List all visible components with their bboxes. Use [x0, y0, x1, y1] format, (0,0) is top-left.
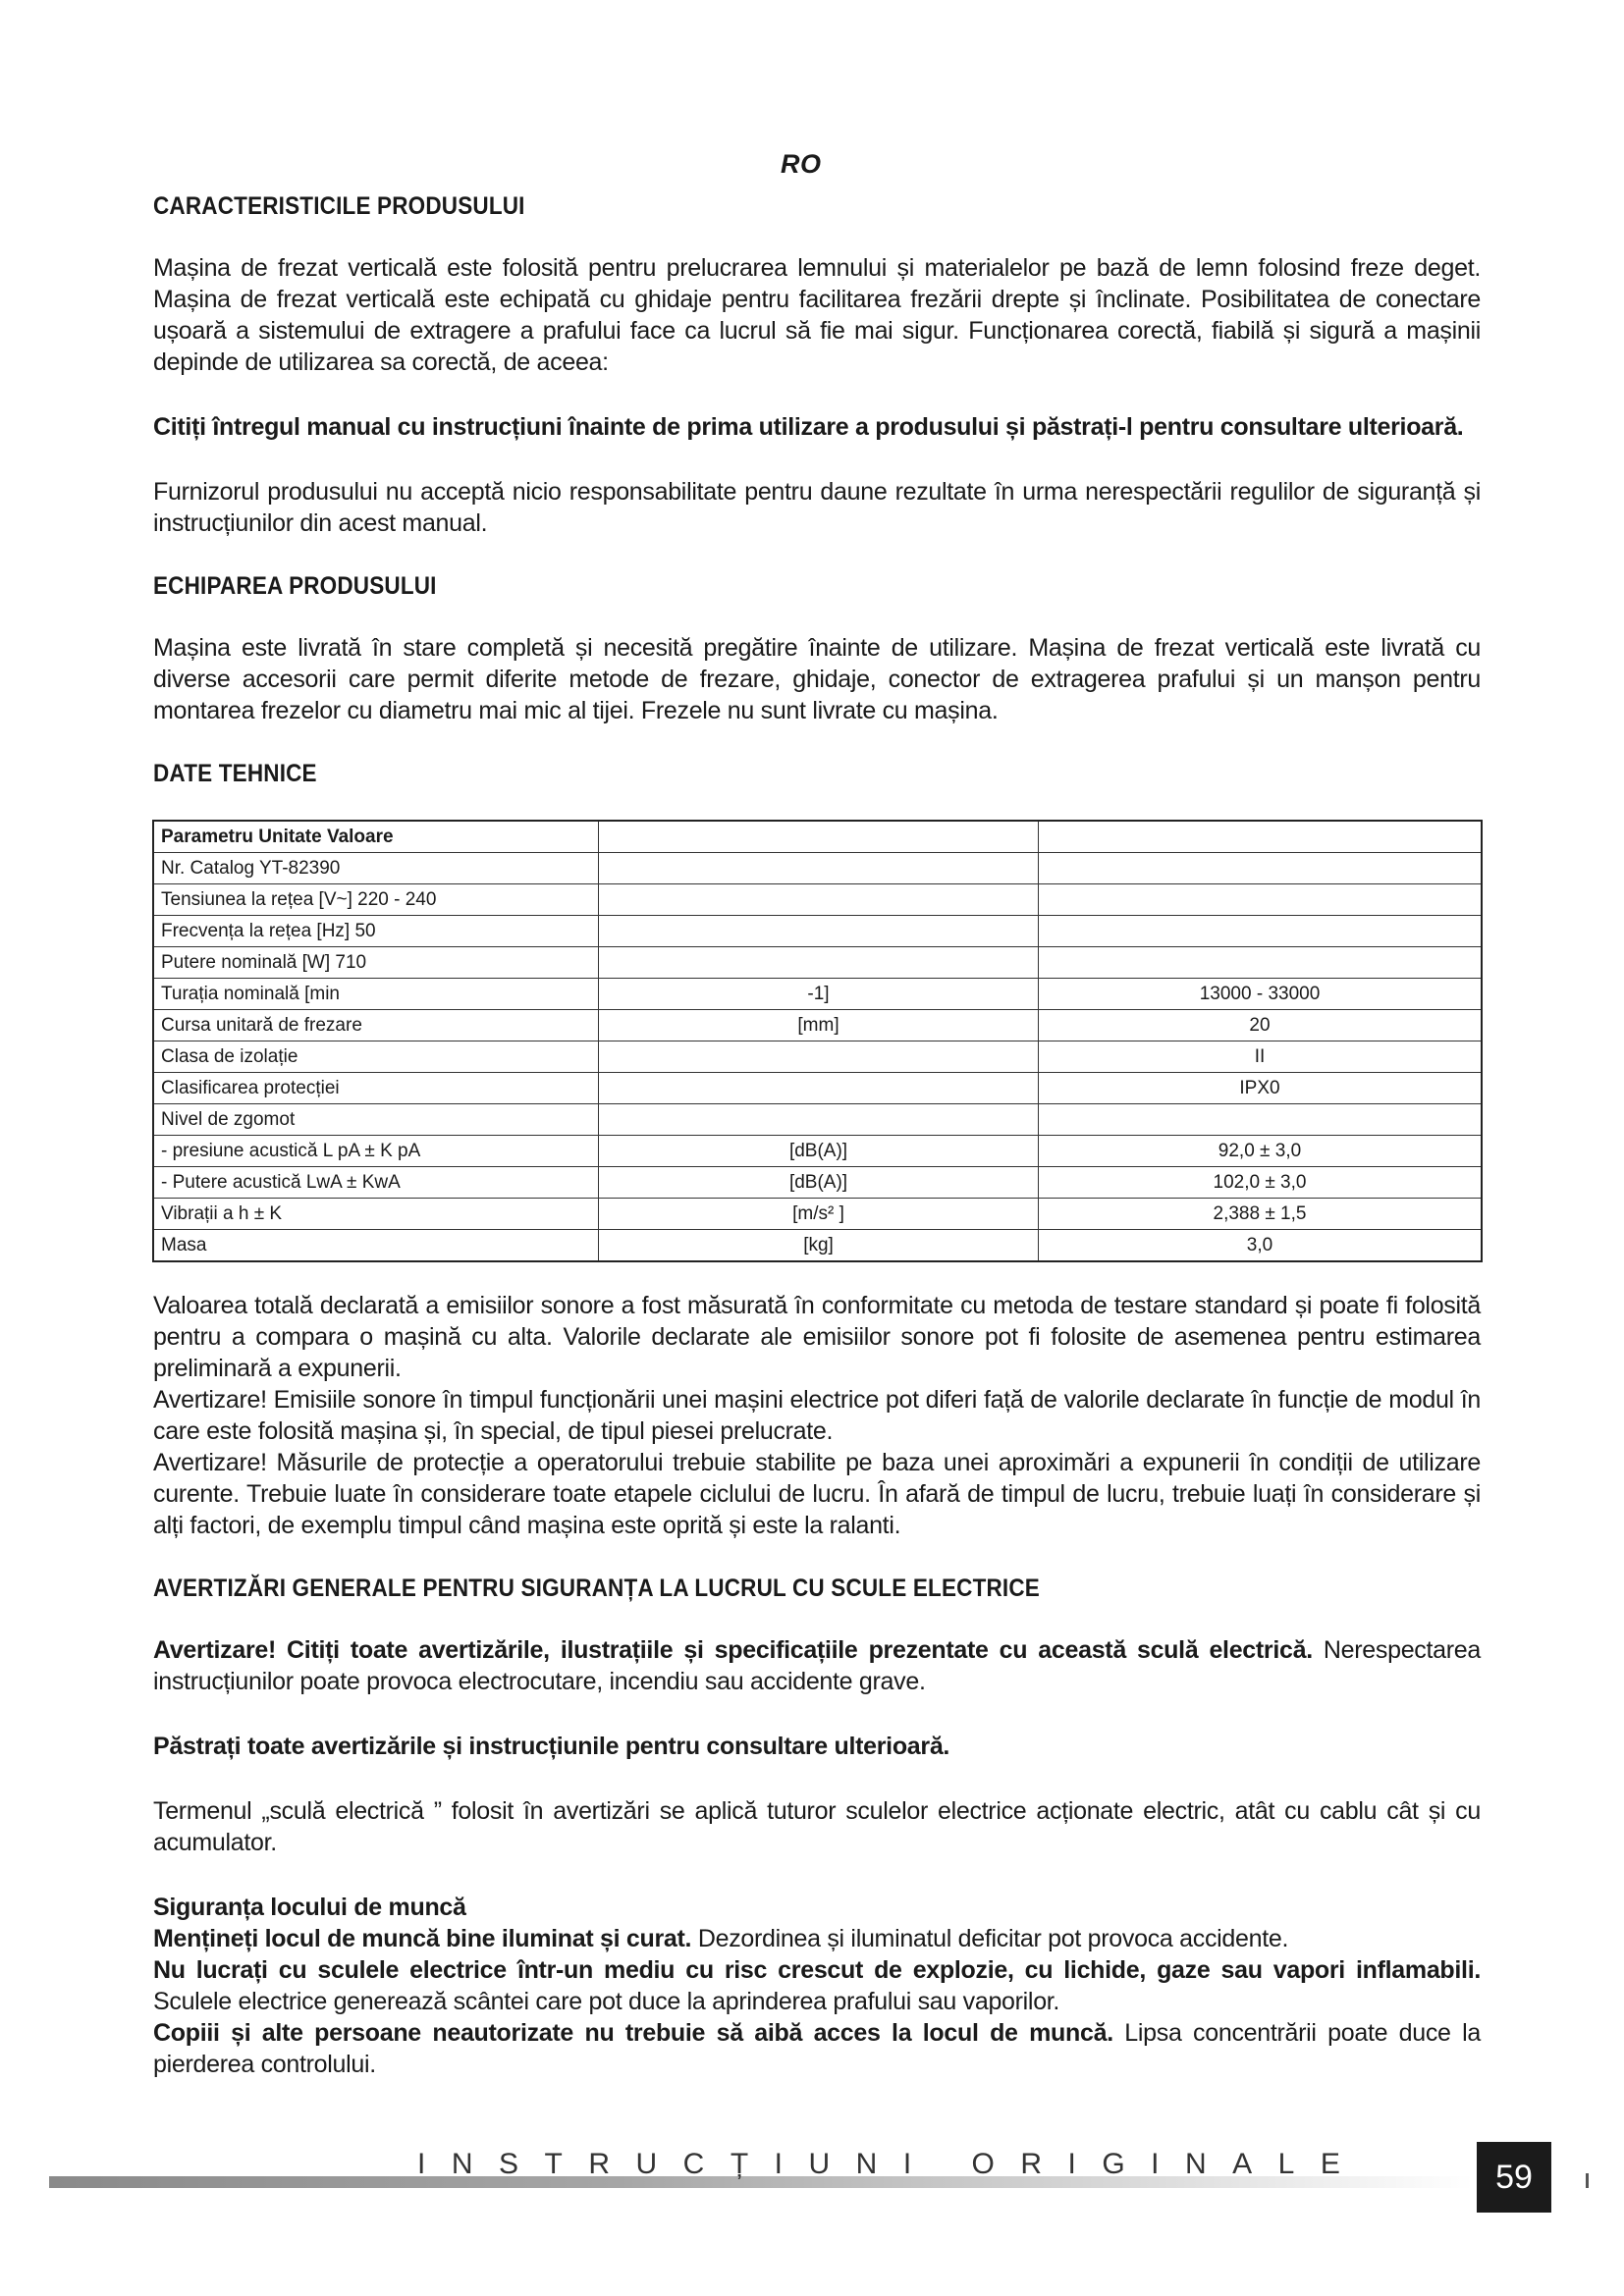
- table-cell: [dB(A)]: [599, 1136, 1039, 1167]
- table-cell: Vibrații a h ± K: [153, 1199, 599, 1230]
- page-tick: [1586, 2173, 1589, 2188]
- table-cell: [599, 916, 1039, 947]
- table-cell: 3,0: [1039, 1230, 1483, 1262]
- table-cell: 20: [1039, 1010, 1483, 1041]
- table-cell: Putere nominală [W] 710: [153, 947, 599, 979]
- safety-item: [153, 2017, 1481, 2080]
- warning-paragraph: Avertizare! Măsurile de protecție a operatorului trebuie stabilite pe baza unei aproximări a expunerii în condiții de utilizare curente. Trebuie luate în considerare toate etapele ciclului de lucru. În afară de timpul de lucru, trebuie luați în considerare și alți factori, de exemplu timpul când mașina este oprită și este la ralanti.: [153, 1449, 1481, 1539]
- table-row: [153, 979, 1482, 1010]
- table-row: [153, 1041, 1482, 1073]
- section-title-caracteristici: CARACTERISTICILE PRODUSULUI: [153, 192, 525, 220]
- language-code: RO: [781, 149, 822, 179]
- table-cell: [599, 1041, 1039, 1073]
- safety-item-bold: Mențineți locul de muncă bine iluminat și curat.: [153, 1925, 692, 1952]
- table-cell: Nr. Catalog YT-82390: [153, 853, 599, 884]
- table-cell: [kg]: [599, 1230, 1039, 1262]
- paragraph: Termenul „sculă electrică ” folosit în avertizări se aplică tuturor sculelor electrice acționate electric, atât cu cablu cât și cu acumulator.: [153, 1797, 1481, 1856]
- footer-title: INSTRUCȚIUNI ORIGINALE: [417, 2148, 1367, 2180]
- table-cell: 92,0 ± 3,0: [1039, 1136, 1483, 1167]
- table-cell: 102,0 ± 3,0: [1039, 1167, 1483, 1199]
- section-title-echipare: ECHIPAREA PRODUSULUI: [153, 572, 437, 600]
- table-row: [153, 1104, 1482, 1136]
- bold-notice: Păstrați toate avertizările și instrucțiunile pentru consultare ulterioară.: [153, 1733, 950, 1760]
- warning-text: Nerespectarea instrucțiunilor poate provoca electrocutare, incendiu sau accidente grave.: [153, 1636, 1481, 1695]
- table-cell: II: [1039, 1041, 1483, 1073]
- table-cell: [599, 1073, 1039, 1104]
- safety-item-text: Sculele electrice generează scântei care pot duce la aprinderea prafului sau vaporilor.: [153, 1988, 1060, 2015]
- table-cell: [599, 1104, 1039, 1136]
- table-cell: - Putere acustică LwA ± KwA: [153, 1167, 599, 1199]
- safety-item: [153, 1923, 1481, 1954]
- safety-item-text: Dezordinea și iluminatul deficitar pot provoca accidente.: [691, 1925, 1289, 1952]
- table-cell: Parametru Unitate Valoare: [153, 821, 599, 853]
- table-row: [153, 1136, 1482, 1167]
- table-cell: - presiune acustică L pA ± K pA: [153, 1136, 599, 1167]
- table-cell: [599, 853, 1039, 884]
- table-row: [153, 1073, 1482, 1104]
- table-cell: [1039, 916, 1483, 947]
- safety-item-text: Lipsa concentrării poate duce la pierderea controlului.: [153, 2019, 1481, 2078]
- bold-notice: Citiți întregul manual cu instrucțiuni înainte de prima utilizare a produsului și păstrați-l pentru consultare ulterioară.: [153, 413, 1464, 441]
- paragraph: Valoarea totală declarată a emisiilor sonore a fost măsurată în conformitate cu metoda de testare standard și poate fi folosită pentru a compara o mașină cu alta. Valorile declarate ale emisiilor sonore pot fi folosite de asemenea pentru estimarea preliminară a expunerii.: [153, 1292, 1481, 1382]
- table-row: [153, 884, 1482, 916]
- table-row: [153, 947, 1482, 979]
- table-cell: Clasificarea protecției: [153, 1073, 599, 1104]
- table-cell: 2,388 ± 1,5: [1039, 1199, 1483, 1230]
- table-row: [153, 1230, 1482, 1262]
- warning-paragraph: [153, 1634, 1481, 1697]
- table-cell: [1039, 947, 1483, 979]
- warning-paragraph: Avertizare! Emisiile sonore în timpul funcționării unei mașini electrice pot diferi față de valorile declarate în funcție de modul în care este folosită mașina și, în special, de tipul piesei prelucrate.: [153, 1386, 1481, 1445]
- section-title-date-tehnice: DATE TEHNICE: [153, 760, 317, 787]
- table-row: [153, 853, 1482, 884]
- subsection-title: Siguranța locului de muncă: [153, 1894, 466, 1921]
- safety-item: [153, 1954, 1481, 2017]
- table-cell: Cursa unitară de frezare: [153, 1010, 599, 1041]
- table-cell: IPX0: [1039, 1073, 1483, 1104]
- table-cell: [599, 821, 1039, 853]
- table-cell: Nivel de zgomot: [153, 1104, 599, 1136]
- paragraph: Furnizorul produsului nu acceptă nicio responsabilitate pentru daune rezultate în urma nerespectării regulilor de siguranță și instrucțiunilor din acest manual.: [153, 478, 1481, 537]
- section-title-avertizari: AVERTIZĂRI GENERALE PENTRU SIGURANȚA LA LUCRUL CU SCULE ELECTRICE: [153, 1575, 1040, 1602]
- table-row: [153, 1199, 1482, 1230]
- table-cell: [599, 947, 1039, 979]
- safety-item-bold: Copiii și alte persoane neautorizate nu trebuie să aibă acces la locul de muncă.: [153, 2019, 1113, 2047]
- table-cell: [dB(A)]: [599, 1167, 1039, 1199]
- table-cell: [m/s² ]: [599, 1199, 1039, 1230]
- table-cell: [599, 884, 1039, 916]
- table-cell: 13000 - 33000: [1039, 979, 1483, 1010]
- warning-bold: Avertizare! Citiți toate avertizările, ilustrațiile și specificațiile prezentate cu această sculă electrică.: [153, 1636, 1313, 1664]
- table-cell: Tensiunea la rețea [V~] 220 - 240: [153, 884, 599, 916]
- safety-item-bold: Nu lucrați cu sculele electrice într-un mediu cu risc crescut de explozie, cu lichide, gaze sau vapori inflamabili.: [153, 1956, 1481, 1984]
- table-cell: [1039, 1104, 1483, 1136]
- table-cell: [1039, 821, 1483, 853]
- table-cell: Frecvența la rețea [Hz] 50: [153, 916, 599, 947]
- table-row: [153, 916, 1482, 947]
- page-content: [153, 192, 1481, 2080]
- table-cell: [1039, 884, 1483, 916]
- page-number: 59: [1477, 2142, 1551, 2213]
- table-cell: Turația nominală [min: [153, 979, 599, 1010]
- table-header-row: [153, 821, 1482, 853]
- table-row: [153, 1010, 1482, 1041]
- table-cell: [1039, 853, 1483, 884]
- table-cell: [mm]: [599, 1010, 1039, 1041]
- table-cell: Masa: [153, 1230, 599, 1262]
- table-cell: Clasa de izolație: [153, 1041, 599, 1073]
- table-cell: -1]: [599, 979, 1039, 1010]
- spec-table: [152, 820, 1483, 1262]
- paragraph: Mașina este livrată în stare completă și necesită pregătire înainte de utilizare. Mașina de frezat verticală este livrată cu diverse accesorii care permit diferite metode de frezare, ghidaje, conector de extragerea prafului și un manșon pentru montarea frezelor cu diametru mai mic al tijei. Frezele nu sunt livrate cu mașina.: [153, 634, 1481, 724]
- paragraph: Mașina de frezat verticală este folosită pentru prelucrarea lemnului și materialelor pe bază de lemn folosind freze deget. Mașina de frezat verticală este echipată cu ghidaje pentru facilitarea frezării drepte și înclinate. Posibilitatea de conectare ușoară a sistemului de extragere a prafului face ca lucrul să fie mai sigur. Funcționarea corectă, fiabilă și sigură a mașinii depinde de utilizarea sa corectă, de aceea:: [153, 254, 1481, 376]
- table-row: [153, 1167, 1482, 1199]
